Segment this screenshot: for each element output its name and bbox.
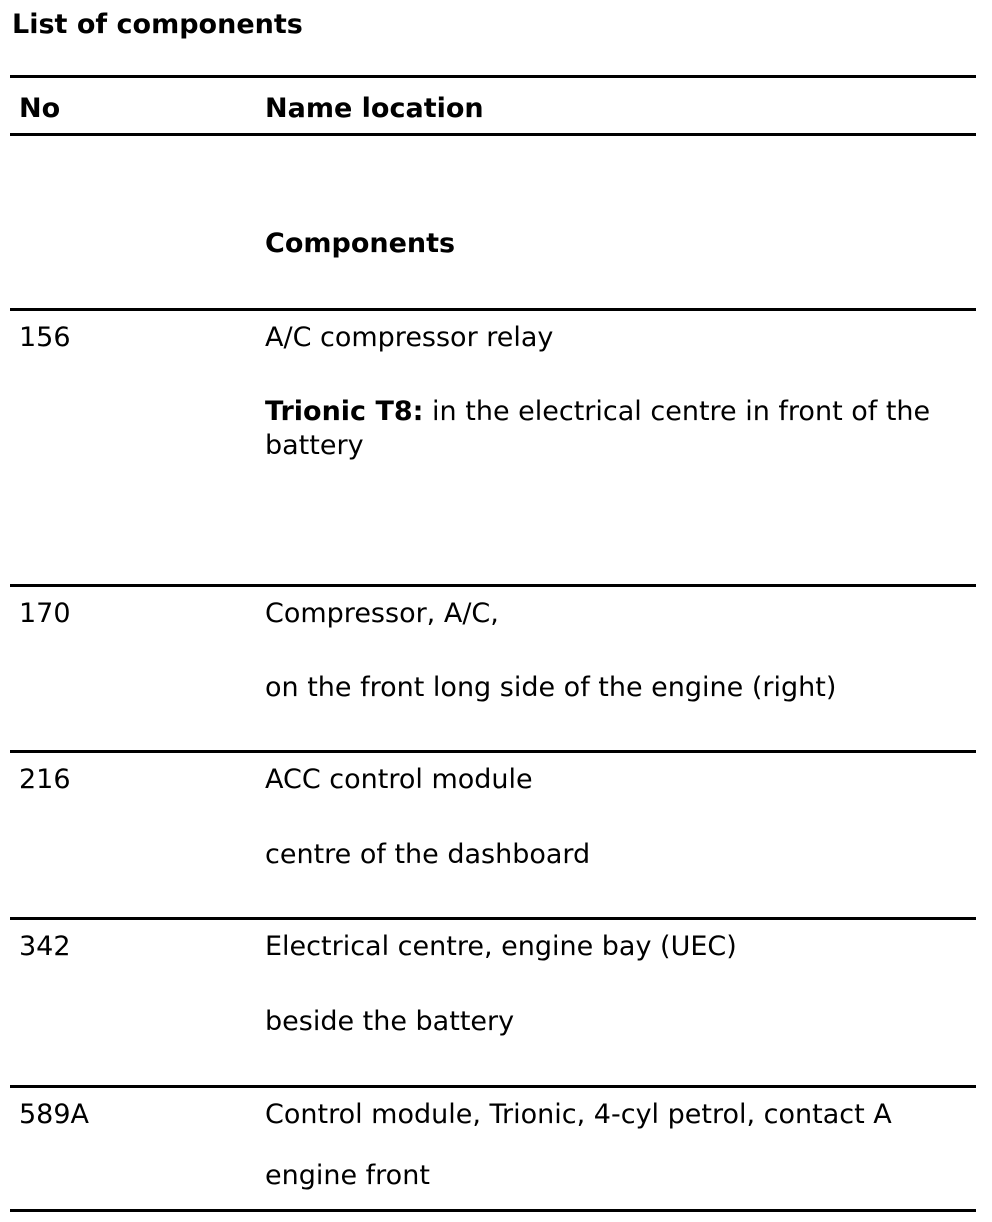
- component-number: 589A: [19, 1099, 90, 1130]
- component-location: engine front: [265, 1160, 430, 1191]
- component-name: A/C compressor relay: [265, 322, 554, 353]
- table-top-rule: [10, 75, 976, 78]
- component-number: 342: [19, 931, 71, 962]
- section-heading: Components: [265, 228, 456, 259]
- table-bottom-rule: [10, 1209, 976, 1212]
- component-location: beside the battery: [265, 1006, 515, 1037]
- row-divider: [10, 1085, 976, 1088]
- row-divider: [10, 917, 976, 920]
- component-number: 170: [19, 598, 71, 629]
- component-name: ACC control module: [265, 764, 533, 795]
- page-title: List of components: [12, 9, 303, 40]
- column-header-no: No: [19, 93, 61, 124]
- component-location: centre of the dashboard: [265, 839, 591, 870]
- component-number: 156: [19, 322, 71, 353]
- component-location: [265, 395, 970, 463]
- location-variant-label: Trionic T8:: [265, 396, 424, 427]
- component-name: Control module, Trionic, 4-cyl petrol, contact A: [265, 1099, 892, 1130]
- component-name: Electrical centre, engine bay (UEC): [265, 931, 737, 962]
- component-location: on the front long side of the engine (right): [265, 672, 837, 703]
- section-bottom-rule: [10, 308, 976, 311]
- row-divider: [10, 750, 976, 753]
- column-header-name-location: Name location: [265, 93, 484, 124]
- header-bottom-rule: [10, 133, 976, 136]
- row-divider: [10, 584, 976, 587]
- component-name: Compressor, A/C,: [265, 598, 499, 629]
- location-text: in the electrical centre in front of the battery: [265, 396, 931, 461]
- component-number: 216: [19, 764, 71, 795]
